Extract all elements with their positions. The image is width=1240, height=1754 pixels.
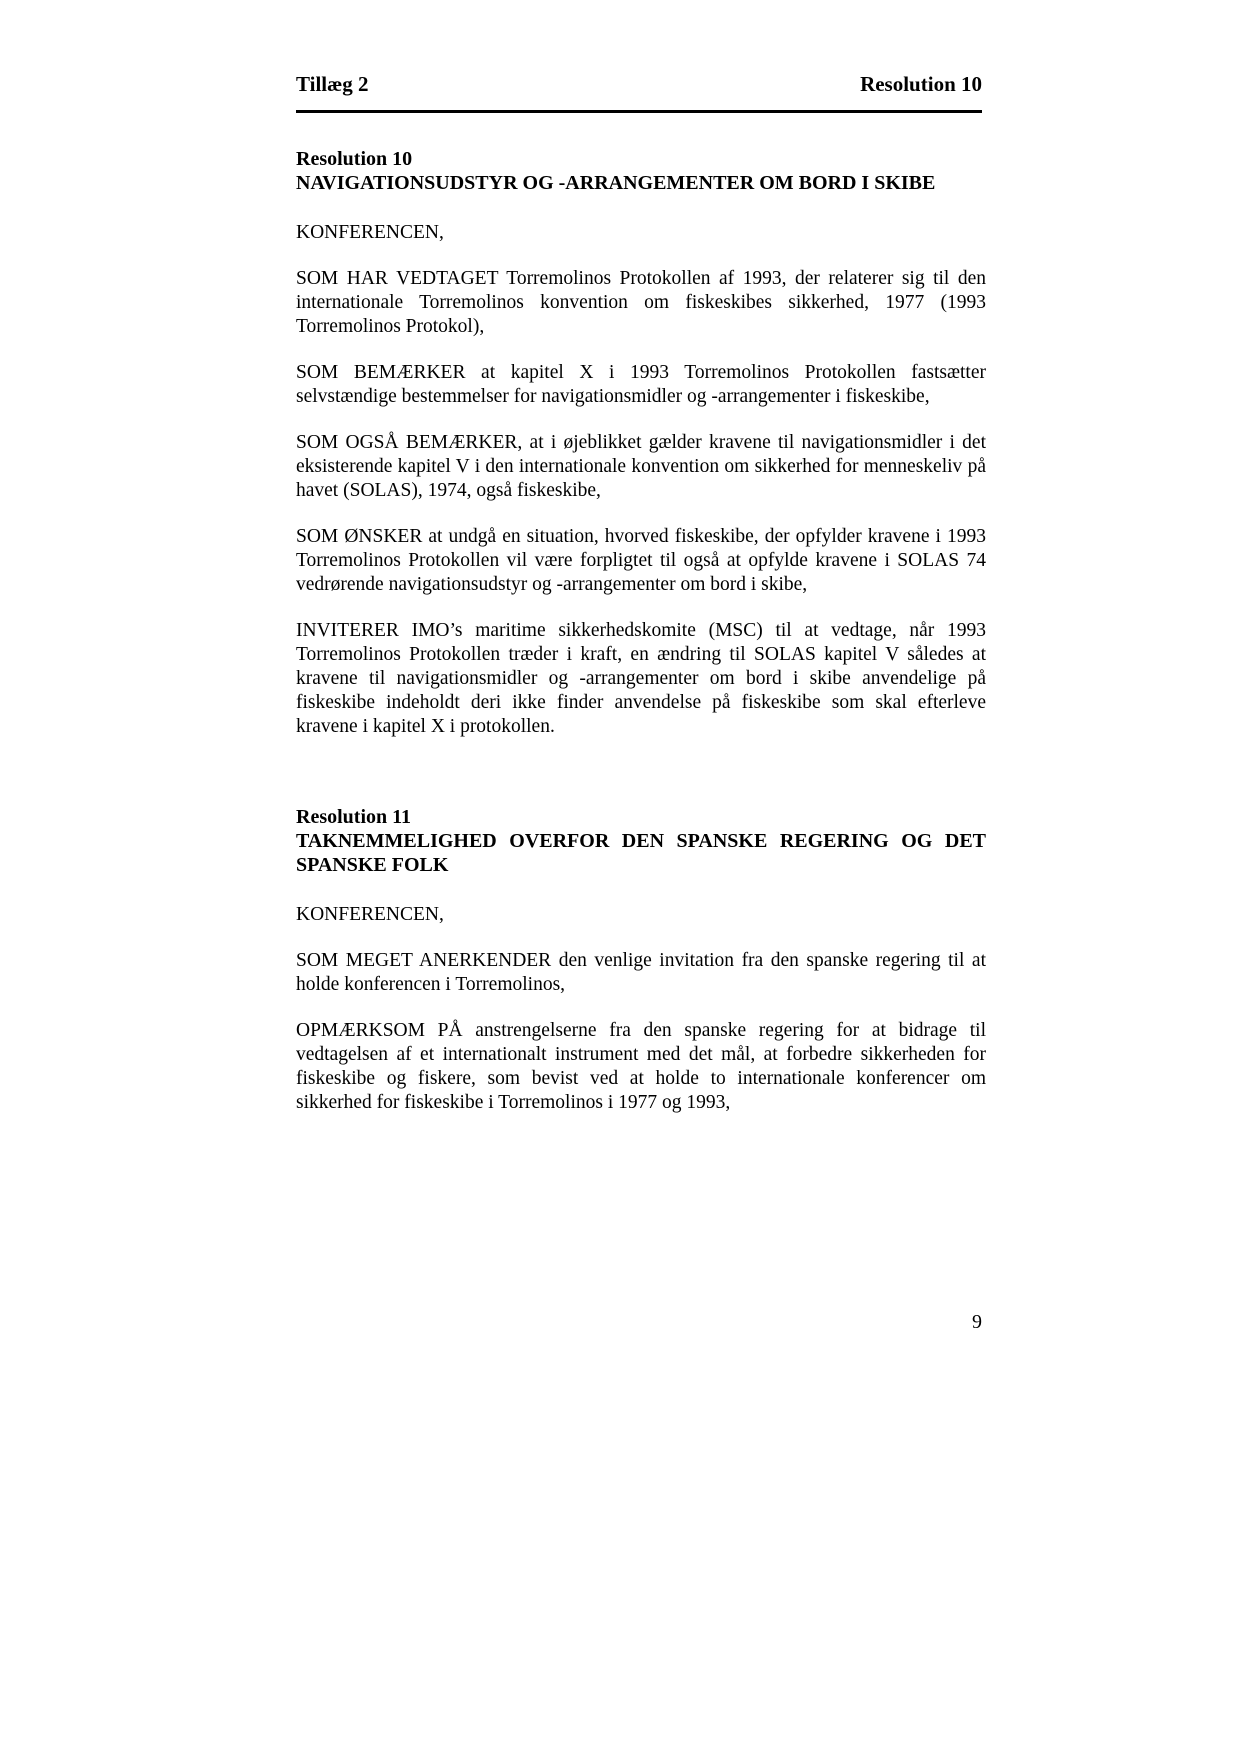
resolution-title: TAKNEMMELIGHED OVERFOR DEN SPANSKE REGERING OG DET SPANSKE FOLK [296, 830, 986, 876]
resolution-label: Resolution 10 [296, 148, 413, 170]
resolution-title: NAVIGATIONSUDSTYR OG -ARRANGEMENTER OM BORD I SKIBE [296, 172, 936, 194]
resolution-label: Resolution 11 [296, 806, 412, 828]
running-header [296, 70, 982, 113]
header-appendix-label: Tillæg 2 [296, 72, 369, 96]
page-number: 9 [972, 1311, 982, 1333]
paragraph: SOM ØNSKER at undgå en situation, hvorved fiskeskibe, der opfylder kravene i 1993 Torremolinos Protokollen vil være forpligtet til også at opfylde kravene i SOLAS 74 vedrørende navigationsudstyr og -arrangementer om bord i skibe, [296, 526, 986, 595]
document-body [296, 147, 986, 1137]
paragraph: SOM HAR VEDTAGET Torremolinos Protokollen af 1993, der relaterer sig til den internationale Torremolinos konvention om fiskeskibes sikkerhed, 1977 (1993 Torremolinos Protokol), [296, 268, 986, 337]
paragraph: INVITERER IMO’s maritime sikkerhedskomite (MSC) til at vedtage, når 1993 Torremolinos Protokollen træder i kraft, en ændring til SOLAS kapitel V således at kravene til navigationsmidler og -arrangementer om bord i skibe anvendelige på fiskeskibe indeholdt deri ikke finder anvendelse på fiskeskibe som skal efterleve kravene i kapitel X i protokollen. [296, 620, 986, 737]
paragraph: KONFERENCEN, [296, 904, 444, 925]
paragraph: KONFERENCEN, [296, 222, 444, 243]
paragraph: OPMÆRKSOM PÅ anstrengelserne fra den spanske regering for at bidrage til vedtagelsen af et internationalt instrument med det mål, at forbedre sikkerheden for fiskeskibe og fiskere, som bevist ved at holde to internationale konferencer om sikkerhed for fiskeskibe i Torremolinos i 1977 og 1993, [296, 1020, 986, 1113]
resolution-11 [296, 805, 986, 1115]
section-spacer [296, 761, 986, 805]
paragraph: SOM MEGET ANERKENDER den venlige invitation fra den spanske regering til at holde konferencen i Torremolinos, [296, 950, 986, 995]
header-resolution-label: Resolution 10 [860, 72, 982, 96]
paragraph: SOM OGSÅ BEMÆRKER, at i øjeblikket gælder kravene til navigationsmidler i det eksisterende kapitel V i den internationale konvention om sikkerhed for menneskeliv på havet (SOLAS), 1974, også fiskeskibe, [296, 432, 986, 501]
paragraph: SOM BEMÆRKER at kapitel X i 1993 Torremolinos Protokollen fastsætter selvstændige bestemmelser for navigationsmidler og -arrangementer i fiskeskibe, [296, 362, 986, 407]
resolution-10 [296, 147, 986, 739]
